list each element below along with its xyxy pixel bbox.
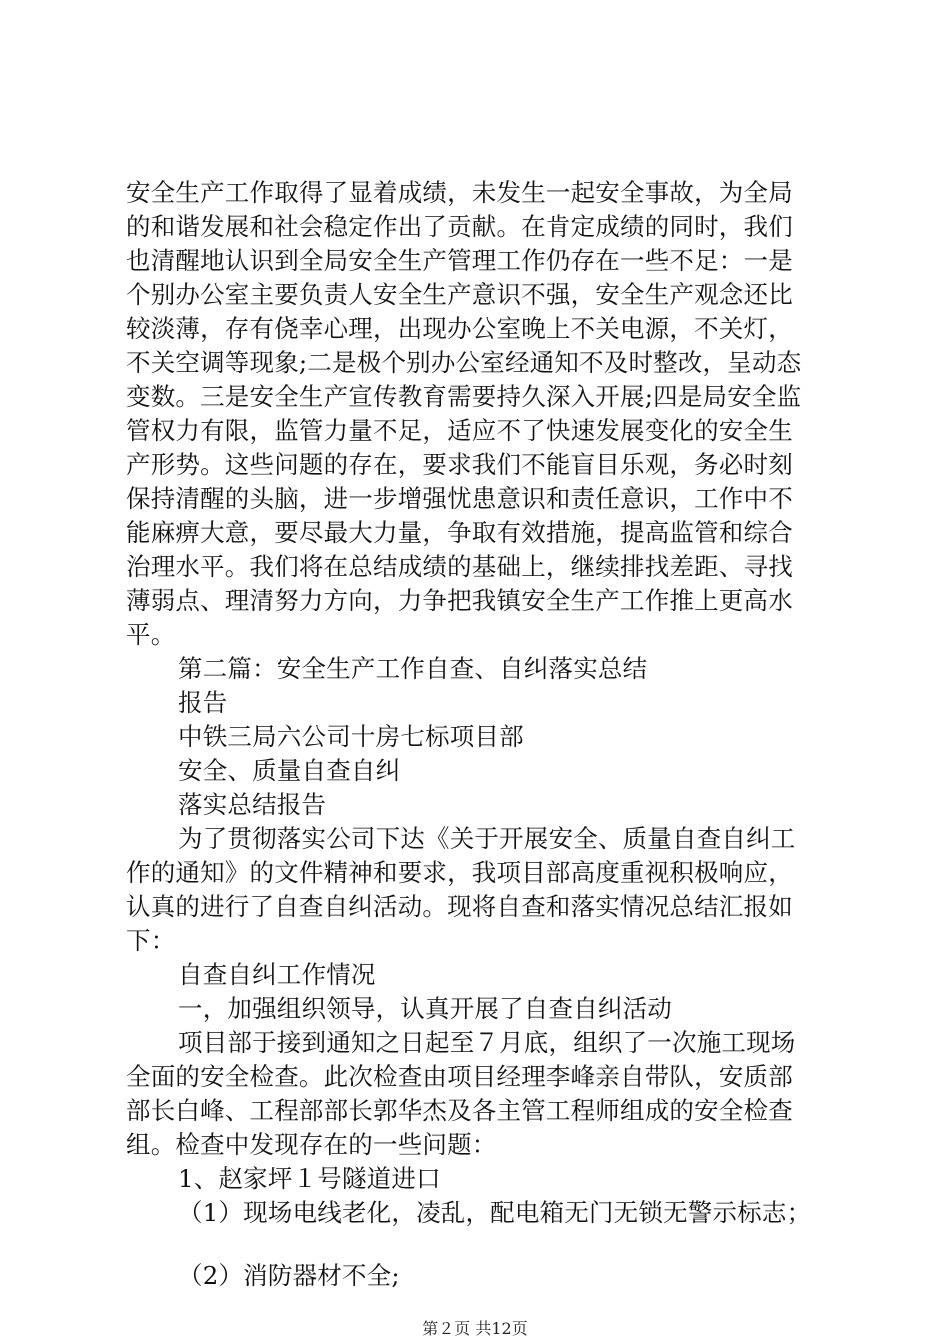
body-text-line: 项目部于接到通知之日起至７月底，组织了一次施工现场	[178, 1028, 796, 1057]
body-text-line: 认真的进行了自查自纠活动。现将自查和落实情况总结汇报如	[126, 892, 793, 921]
section-heading: 第二篇：安全生产工作自查、自纠落实总结	[178, 654, 648, 683]
body-text-line: 的和谐发展和社会稳定作出了贡献。在肯定成绩的同时，我们	[126, 212, 793, 241]
report-title-line: 落实总结报告	[178, 790, 327, 819]
list-item: （2）消防器材不全;	[178, 1261, 400, 1290]
body-text-line: 下：	[126, 926, 176, 955]
body-text-line: 为了贯彻落实公司下达《关于开展安全、质量自查自纠工	[178, 824, 796, 853]
body-text-line: 安全生产工作取得了显着成绩，未发生一起安全事故，为全局	[126, 178, 793, 207]
report-title-line: 安全、质量自查自纠	[178, 756, 401, 785]
body-text-line: 个别办公室主要负责人安全生产意识不强，安全生产观念还比	[126, 280, 793, 309]
organization-name: 中铁三局六公司十房七标项目部	[178, 722, 524, 751]
body-text-line: 较淡薄，存有侥幸心理，出现办公室晚上不关电源，不关灯，	[126, 314, 793, 343]
body-text-line: 治理水平。我们将在总结成绩的基础上，继续排找差距、寻找	[126, 552, 793, 581]
body-text-line: 也清醒地认识到全局安全生产管理工作仍存在一些不足：一是	[126, 246, 793, 275]
body-text-line: 作的通知》的文件精神和要求，我项目部高度重视积极响应，	[126, 858, 793, 887]
page-number-label: 第２页 共12页	[422, 1319, 528, 1338]
list-item-heading: 1、赵家坪１号隧道进口	[178, 1164, 441, 1193]
body-text-line: 变数。三是安全生产宣传教育需要持久深入开展;四是局安全监	[126, 382, 802, 411]
body-text-line: 薄弱点、理清努力方向，力争把我镇安全生产工作推上更高水	[126, 586, 793, 615]
subsection-heading: 自查自纠工作情况	[178, 960, 376, 989]
section-heading-continued: 报告	[178, 688, 228, 717]
body-text-line: 全面的安全检查。此次检查由项目经理李峰亲自带队，安质部	[126, 1062, 793, 1091]
list-item: （1）现场电线老化，凌乱，配电箱无门无锁无警示标志；	[178, 1198, 812, 1227]
body-text-line: 保持清醒的头脑，进一步增强忧患意识和责任意识，工作中不	[126, 484, 793, 513]
body-text-line: 能麻痹大意，要尽最大力量，争取有效措施，提高监管和综合	[126, 518, 793, 547]
body-text-line: 产形势。这些问题的存在，要求我们不能盲目乐观，务必时刻	[126, 450, 793, 479]
subsection-heading: 一，加强组织领导，认真开展了自查自纠活动	[178, 994, 672, 1023]
body-text-line: 平。	[126, 620, 176, 649]
body-text-line: 组。检查中发现存在的一些问题：	[126, 1130, 497, 1159]
body-text-line: 管权力有限，监管力量不足，适应不了快速发展变化的安全生	[126, 416, 793, 445]
body-text-line: 部长白峰、工程部部长郭华杰及各主管工程师组成的安全检查	[126, 1096, 793, 1125]
page-footer	[0, 1318, 950, 1340]
body-text-line: 不关空调等现象;二是极个别办公室经通知不及时整改，呈动态	[126, 348, 802, 377]
